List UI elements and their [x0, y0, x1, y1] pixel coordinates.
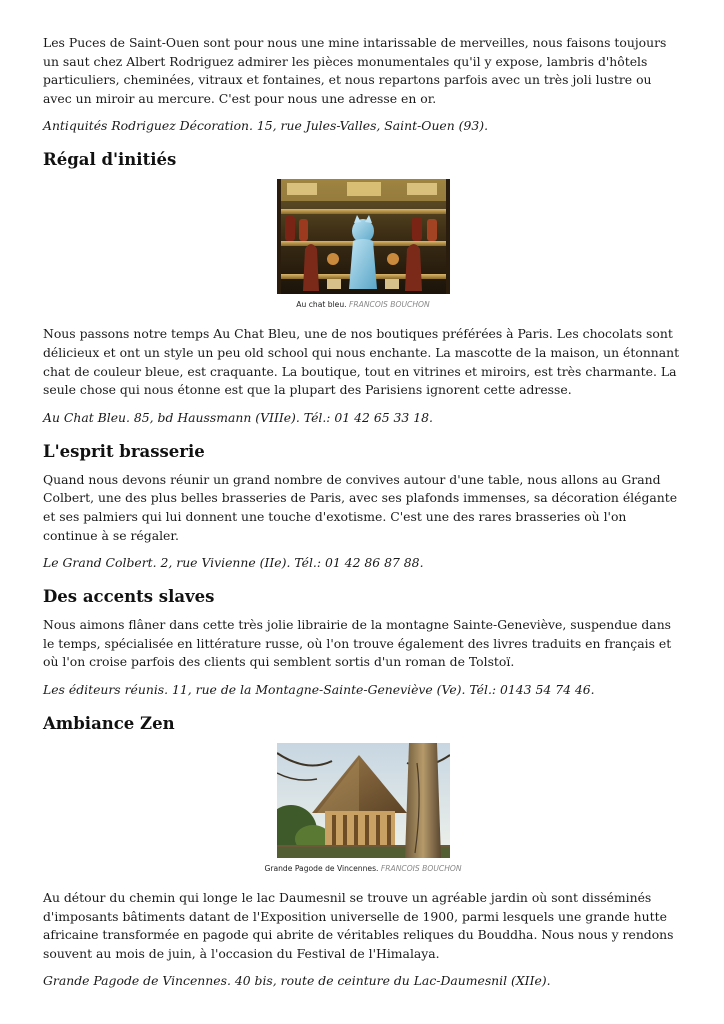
photo-credit: FRANCOIS BOUCHON	[380, 863, 462, 873]
figure-chat-bleu	[43, 179, 683, 311]
section-heading-brasserie: L'esprit brasserie	[43, 441, 205, 461]
intro-paragraph: Les Puces de Saint-Ouen sont pour nous une mine intarissable de merveilles, nous faisons toujours un saut chez Albert Rodriguez admirer les pièces monumentales qu'il y expose, lambris d'hôtels particuliers, cheminées, vitraux et fontaines, et nous repartons parfois avec un très joli lustre ou avec un miroir au mercure. C'est pour nous une adresse en or.	[43, 35, 667, 106]
section-heading-regal: Régal d'initiés	[43, 150, 177, 170]
caption-text: Au chat bleu.	[296, 300, 347, 310]
section-paragraph-brasserie: Quand nous devons réunir un grand nombre de convives autour d'une table, nous allons au Grand Colbert, une des plus belles brasseries de Paris, avec ses plafonds immenses, sa décoration élégante et ses palmiers qui lui donnent une touche d'exotisme. C'est une des rares brasseries où l'on continue à se régaler.	[43, 471, 678, 543]
section-heading-zen: Ambiance Zen	[43, 713, 175, 733]
figure-pagode	[43, 743, 683, 875]
section-address-brasserie: Le Grand Colbert. 2, rue Vivienne (IIe). Tél.: 01 42 86 87 88.	[43, 555, 424, 571]
section-heading-slaves: Des accents slaves	[43, 587, 215, 607]
section-paragraph-regal: Nous passons notre temps Au Chat Bleu, une de nos boutiques préférées à Paris. Les chocolats sont délicieux et ont un style un peu old school qui nous enchante. La mascotte de la maison, un étonnant chat de couleur bleue, est craquante. La boutique, tout en vitrines et miroirs, est très charmante. La seule chose qui nous étonne est que la plupart des Parisiens ignorent cette adresse.	[43, 326, 680, 398]
photo-credit: FRANCOIS BOUCHON	[349, 300, 430, 310]
section-paragraph-slaves: Nous aimons flâner dans cette très jolie librairie de la montagne Sainte-Geneviève, suspendue dans le temps, spécialisée en littérature russe, où l'on trouve également des livres traduits en français et où l'on croise parfois des clients qui semblent sortis d'un roman de Tolstoï.	[43, 617, 672, 670]
intro-address: Antiquités Rodriguez Décoration. 15, rue Jules-Valles, Saint-Ouen (93).	[43, 118, 489, 134]
figure-caption-pagode	[43, 863, 683, 875]
section-paragraph-zen: Au détour du chemin qui longe le lac Daumesnil se trouve un agréable jardin où sont disséminés d'imposants bâtiments datant de l'Exposition universelle de 1900, parmi lesquels une grande hutte africaine transformée en pagode qui abrite de véritables reliques du Bouddha. Nous nous y rendons souvent au mois de juin, à l'occasion du Festival de l'Himalaya.	[43, 889, 674, 961]
chocolate-shop-window-photo	[277, 179, 450, 294]
section-address-regal: Au Chat Bleu. 85, bd Haussmann (VIIIe). Tél.: 01 42 65 33 18.	[43, 409, 433, 425]
section-address-slaves: Les éditeurs réunis. 11, rue de la Montagne-Sainte-Geneviève (Ve). Tél.: 0143 54 74 46.	[43, 681, 595, 697]
pagoda-hut-photo	[277, 743, 450, 858]
article-body	[43, 34, 683, 1000]
section-address-zen: Grande Pagode de Vincennes. 40 bis, route de ceinture du Lac-Daumesnil (XIIe).	[43, 973, 551, 989]
figure-caption-chat-bleu	[43, 299, 683, 311]
caption-text: Grande Pagode de Vincennes.	[264, 863, 379, 873]
